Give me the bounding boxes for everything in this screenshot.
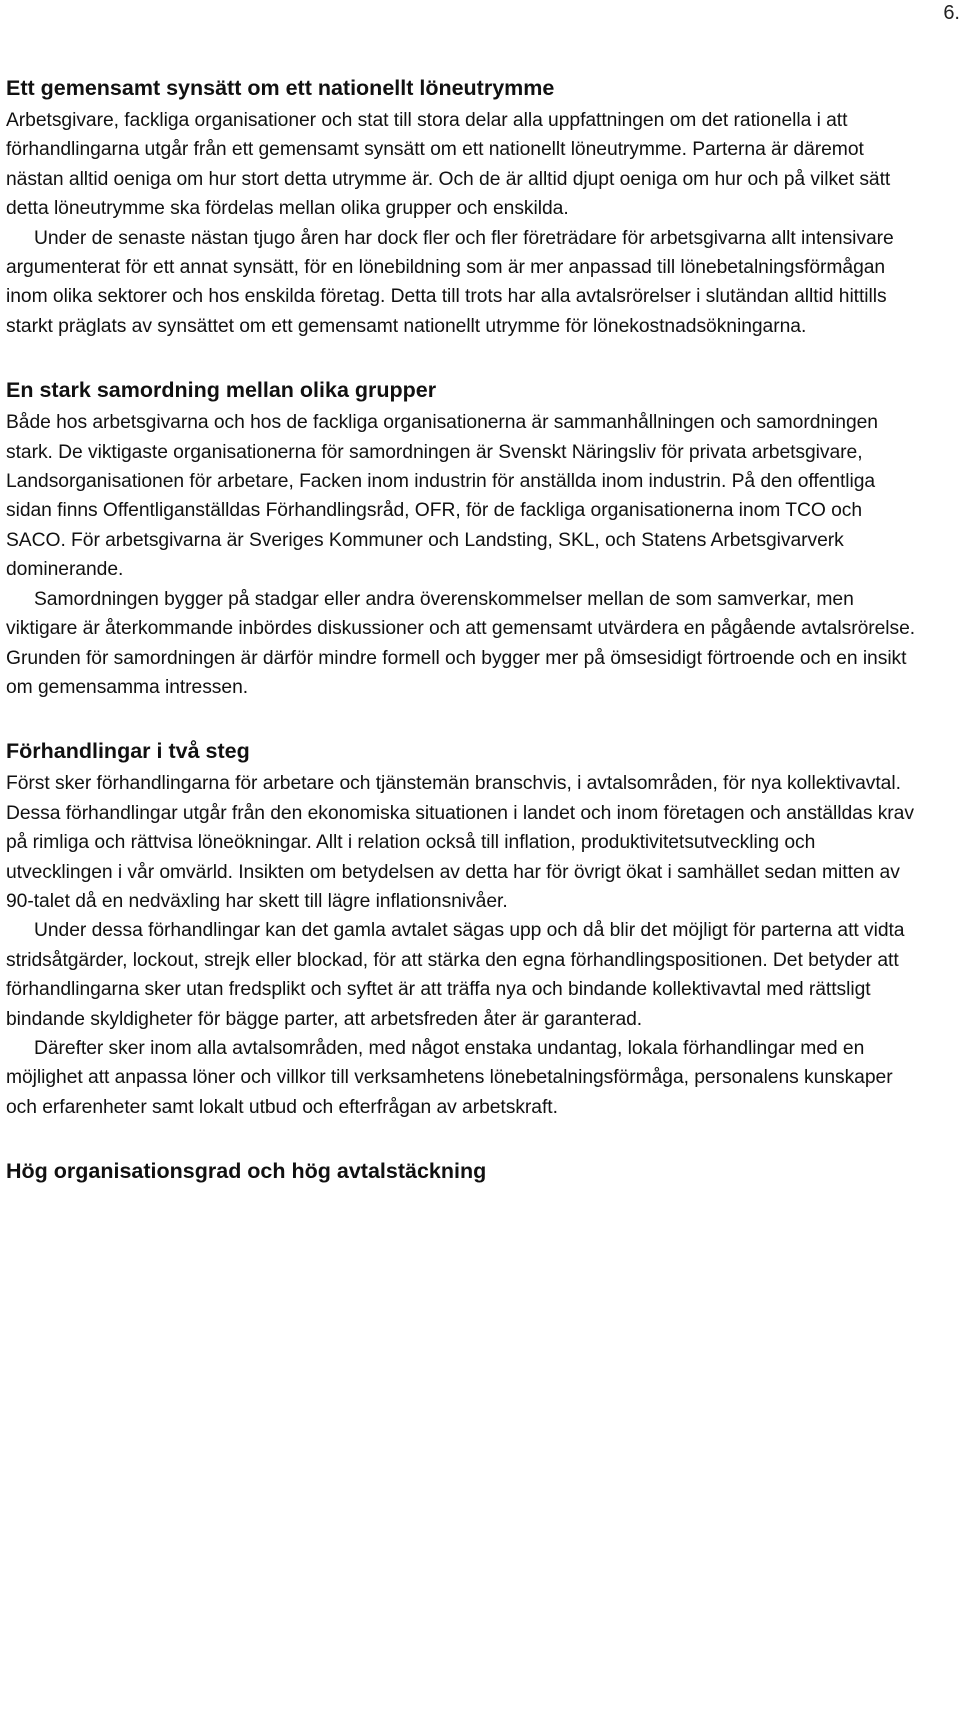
paragraph: Under dessa förhandlingar kan det gamla avtalet sägas upp och då blir det möjligt för parterna att vidta stridsåtgärder, lockout, strejk eller blockad, för att stärka den egna förhandlingspositionen. Det betyder att förhandlingarna sker utan fredsplikt och syftet är att träffa nya och bindande kollektivavtal med rättsligt bindande skyldigheter för bägge parter, att arbetsfreden åter är garanterad. (6, 920, 905, 1030)
paragraph: Under de senaste nästan tjugo åren har dock fler och fler företrädare för arbetsgivarna allt intensivare argumenterat för ett annat synsätt, för en lönebildning som är mer anpassad till lönebetalningsförmågan inom olika sektorer och hos enskilda företag. Detta till trots har alla avtalsrörelser i slutändan alltid hittills starkt präglats av synsättet om ett gemensamt nationellt utrymme för lönekostnadsökningarna. (6, 227, 894, 337)
paragraph: Därefter sker inom alla avtalsområden, med något enstaka undantag, lokala förhandlingar med en möjlighet att anpassa löner och villkor till verksamhetens lönebetalningsförmåga, personalens kunskaper och erfarenheter samt lokalt utbud och efterfrågan av arbetskraft. (6, 1037, 893, 1118)
paragraph: Samordningen bygger på stadgar eller andra överenskommelser mellan de som samverkar, men viktigare är återkommande inbördes diskussioner och att gemensamt utvärdera en pågående avtalsrörelse. Grunden för samordningen är därför mindre formell och bygger mer på ömsesidigt förtroende och en insikt om gemensamma intressen. (6, 588, 916, 698)
document-body (6, 70, 921, 1189)
section-heading: Hög organisationsgrad och hög avtalstäckning (6, 1159, 487, 1184)
section-heading: Ett gemensamt synsätt om ett nationellt löneutrymme (6, 76, 555, 100)
section-samordning (6, 372, 921, 702)
section-nationellt-loneutrymme (6, 70, 921, 341)
paragraph: Både hos arbetsgivarna och hos de fackliga organisationerna är sammanhållningen och samordningen stark. De viktigaste organisationerna för samordningen är Svenskt Näringsliv för privata arbetsgivare, Landsorganisationen för arbetare, Facken inom industrin för anställda inom industrin. På den offentliga sidan finns Offentliganställdas Förhandlingsråd, OFR, för de fackliga organisationerna inom TCO och SACO. För arbetsgivarna är Sveriges Kommuner och Landsting, SKL, och Statens Arbetsgivarverk dominerande. (6, 412, 878, 581)
section-organisationsgrad (6, 1153, 921, 1189)
section-heading: En stark samordning mellan olika grupper (6, 378, 437, 403)
paragraph: Först sker förhandlingarna för arbetare och tjänstemän branschvis, i avtalsområden, för nya kollektivavtal. Dessa förhandlingar utgår från den ekonomiska situationen i landet och inom företagen och anställdas krav på rimliga och rättvisa löneökningar. Allt i relation också till inflation, produktivitetsutveckling och utvecklingen i vår omvärld. Insikten om betydelsen av detta har för övrigt ökat i samhället sedan mitten av 90-talet då en nedväxling har skett till lägre inflationsnivåer. (6, 773, 914, 912)
section-heading: Förhandlingar i två steg (6, 739, 250, 764)
section-forhandlingar (6, 733, 921, 1122)
page-number: 6. (943, 2, 960, 24)
paragraph: Arbetsgivare, fackliga organisationer och stat till stora delar alla uppfattningen om det rationella i att förhandlingarna utgår från ett gemensamt synsätt om ett nationellt löneutrymme. Parterna är däremot nästan alltid oeniga om hur stort detta utrymme är. Och de är alltid djupt oeniga om hur och på vilket sätt detta löneutrymme ska fördelas mellan olika grupper och enskilda. (6, 110, 891, 220)
